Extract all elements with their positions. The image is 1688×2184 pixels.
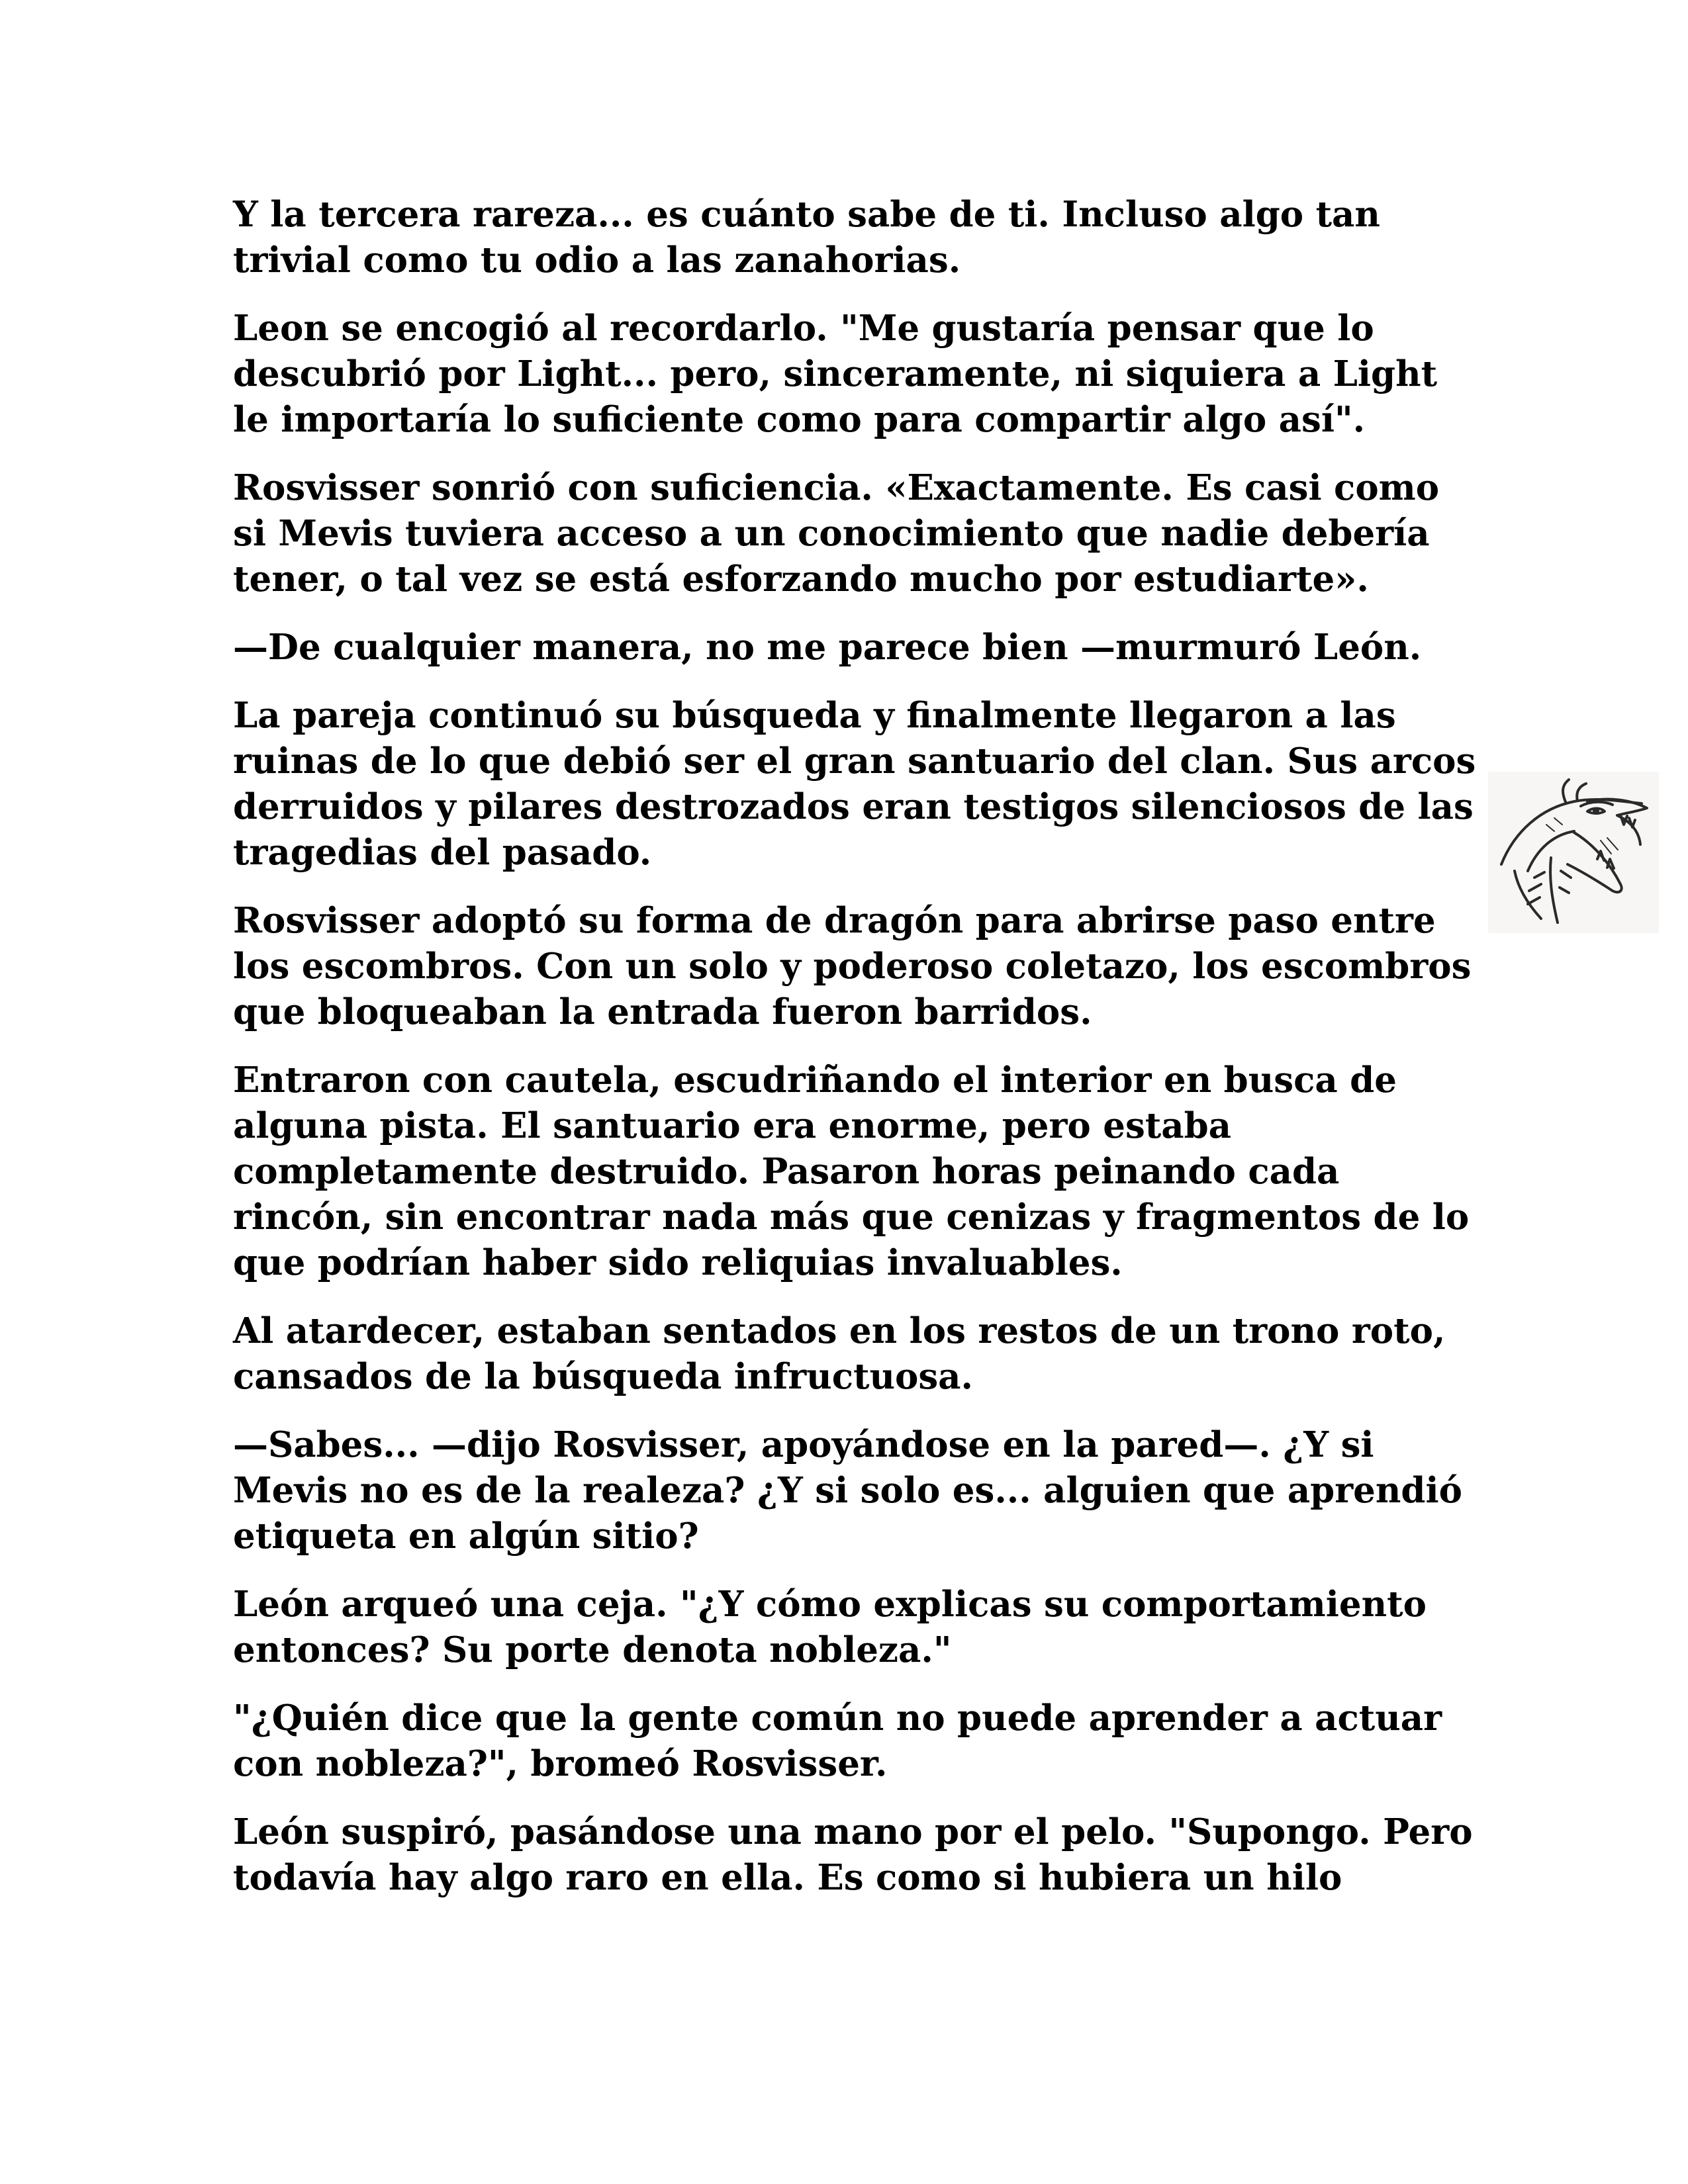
text-line: los escombros. Con un solo y poderoso coletazo, los escombros	[233, 946, 1472, 987]
text-line: Rosvisser sonrió con suficiencia. «Exactamente. Es casi como	[233, 467, 1440, 508]
paragraph-12	[233, 1809, 1473, 1901]
dragon-head-sketch-icon	[1488, 772, 1659, 933]
text-line: Entraron con cautela, escudriñando el interior en busca de	[233, 1060, 1397, 1101]
text-line: Mevis no es de la realeza? ¿Y si solo es... alguien que aprendió	[233, 1470, 1462, 1511]
text-line: tragedias del pasado.	[233, 832, 652, 873]
text-line: León arqueó una ceja. "¿Y cómo explicas su comportamiento	[233, 1584, 1427, 1625]
text-line: etiqueta en algún sitio?	[233, 1516, 699, 1557]
text-line: "¿Quién dice que la gente común no puede aprender a actuar	[233, 1698, 1442, 1739]
text-line: —Sabes... —dijo Rosvisser, apoyándose en la pared—. ¿Y si	[233, 1424, 1374, 1465]
text-line: trivial como tu odio a las zanahorias.	[233, 240, 961, 281]
text-line: Leon se encogió al recordarlo. "Me gustaría pensar que lo	[233, 308, 1374, 349]
text-line: cansados de la búsqueda infructuosa.	[233, 1356, 973, 1397]
text-line: con nobleza?", bromeó Rosvisser.	[233, 1743, 888, 1784]
text-line: ruinas de lo que debió ser el gran santuario del clan. Sus arcos	[233, 741, 1476, 782]
paragraph-7	[233, 1058, 1470, 1286]
paragraph-4	[233, 625, 1464, 670]
paragraph-11	[233, 1696, 1464, 1787]
text-line: La pareja continuó su búsqueda y finalmente llegaron a las	[233, 695, 1396, 736]
text-line: alguna pista. El santuario era enorme, pero estaba	[233, 1105, 1232, 1146]
text-line: Y la tercera rareza... es cuánto sabe de ti. Incluso algo tan	[233, 194, 1380, 235]
text-line: tener, o tal vez se está esforzando mucho por estudiarte».	[233, 559, 1369, 600]
text-line: Al atardecer, estaban sentados en los restos de un trono roto,	[233, 1310, 1446, 1351]
text-line: derruidos y pilares destrozados eran testigos silenciosos de las	[233, 786, 1474, 827]
text-line: rincón, sin encontrar nada más que cenizas y fragmentos de lo	[233, 1197, 1470, 1238]
text-line: entonces? Su porte denota nobleza."	[233, 1629, 952, 1670]
text-line: todavía hay algo raro en ella. Es como si hubiera un hilo	[233, 1857, 1342, 1898]
text-line: León suspiró, pasándose una mano por el pelo. "Supongo. Pero	[233, 1811, 1473, 1852]
body-text	[233, 192, 1476, 1923]
text-line: si Mevis tuviera acceso a un conocimiento que nadie debería	[233, 513, 1430, 554]
text-line: descubrió por Light... pero, sinceramente, ni siquiera a Light	[233, 353, 1438, 394]
text-line: que podrían haber sido reliquias invaluables.	[233, 1242, 1123, 1283]
text-line: completamente destruido. Pasaron horas peinando cada	[233, 1151, 1340, 1192]
text-line: le importaría lo suficiente como para compartir algo así".	[233, 399, 1366, 440]
paragraph-3	[233, 465, 1464, 602]
paragraph-1	[233, 192, 1464, 283]
text-line: —De cualquier manera, no me parece bien —murmuró León.	[233, 627, 1422, 668]
paragraph-9	[233, 1422, 1464, 1559]
text-line: que bloqueaban la entrada fueron barridos.	[233, 991, 1092, 1032]
paragraph-5	[233, 693, 1476, 876]
text-line: Rosvisser adoptó su forma de dragón para abrirse paso entre	[233, 900, 1436, 941]
paragraph-10	[233, 1582, 1464, 1673]
paragraph-6	[233, 898, 1472, 1035]
paragraph-8	[233, 1308, 1464, 1400]
paragraph-2	[233, 306, 1464, 443]
